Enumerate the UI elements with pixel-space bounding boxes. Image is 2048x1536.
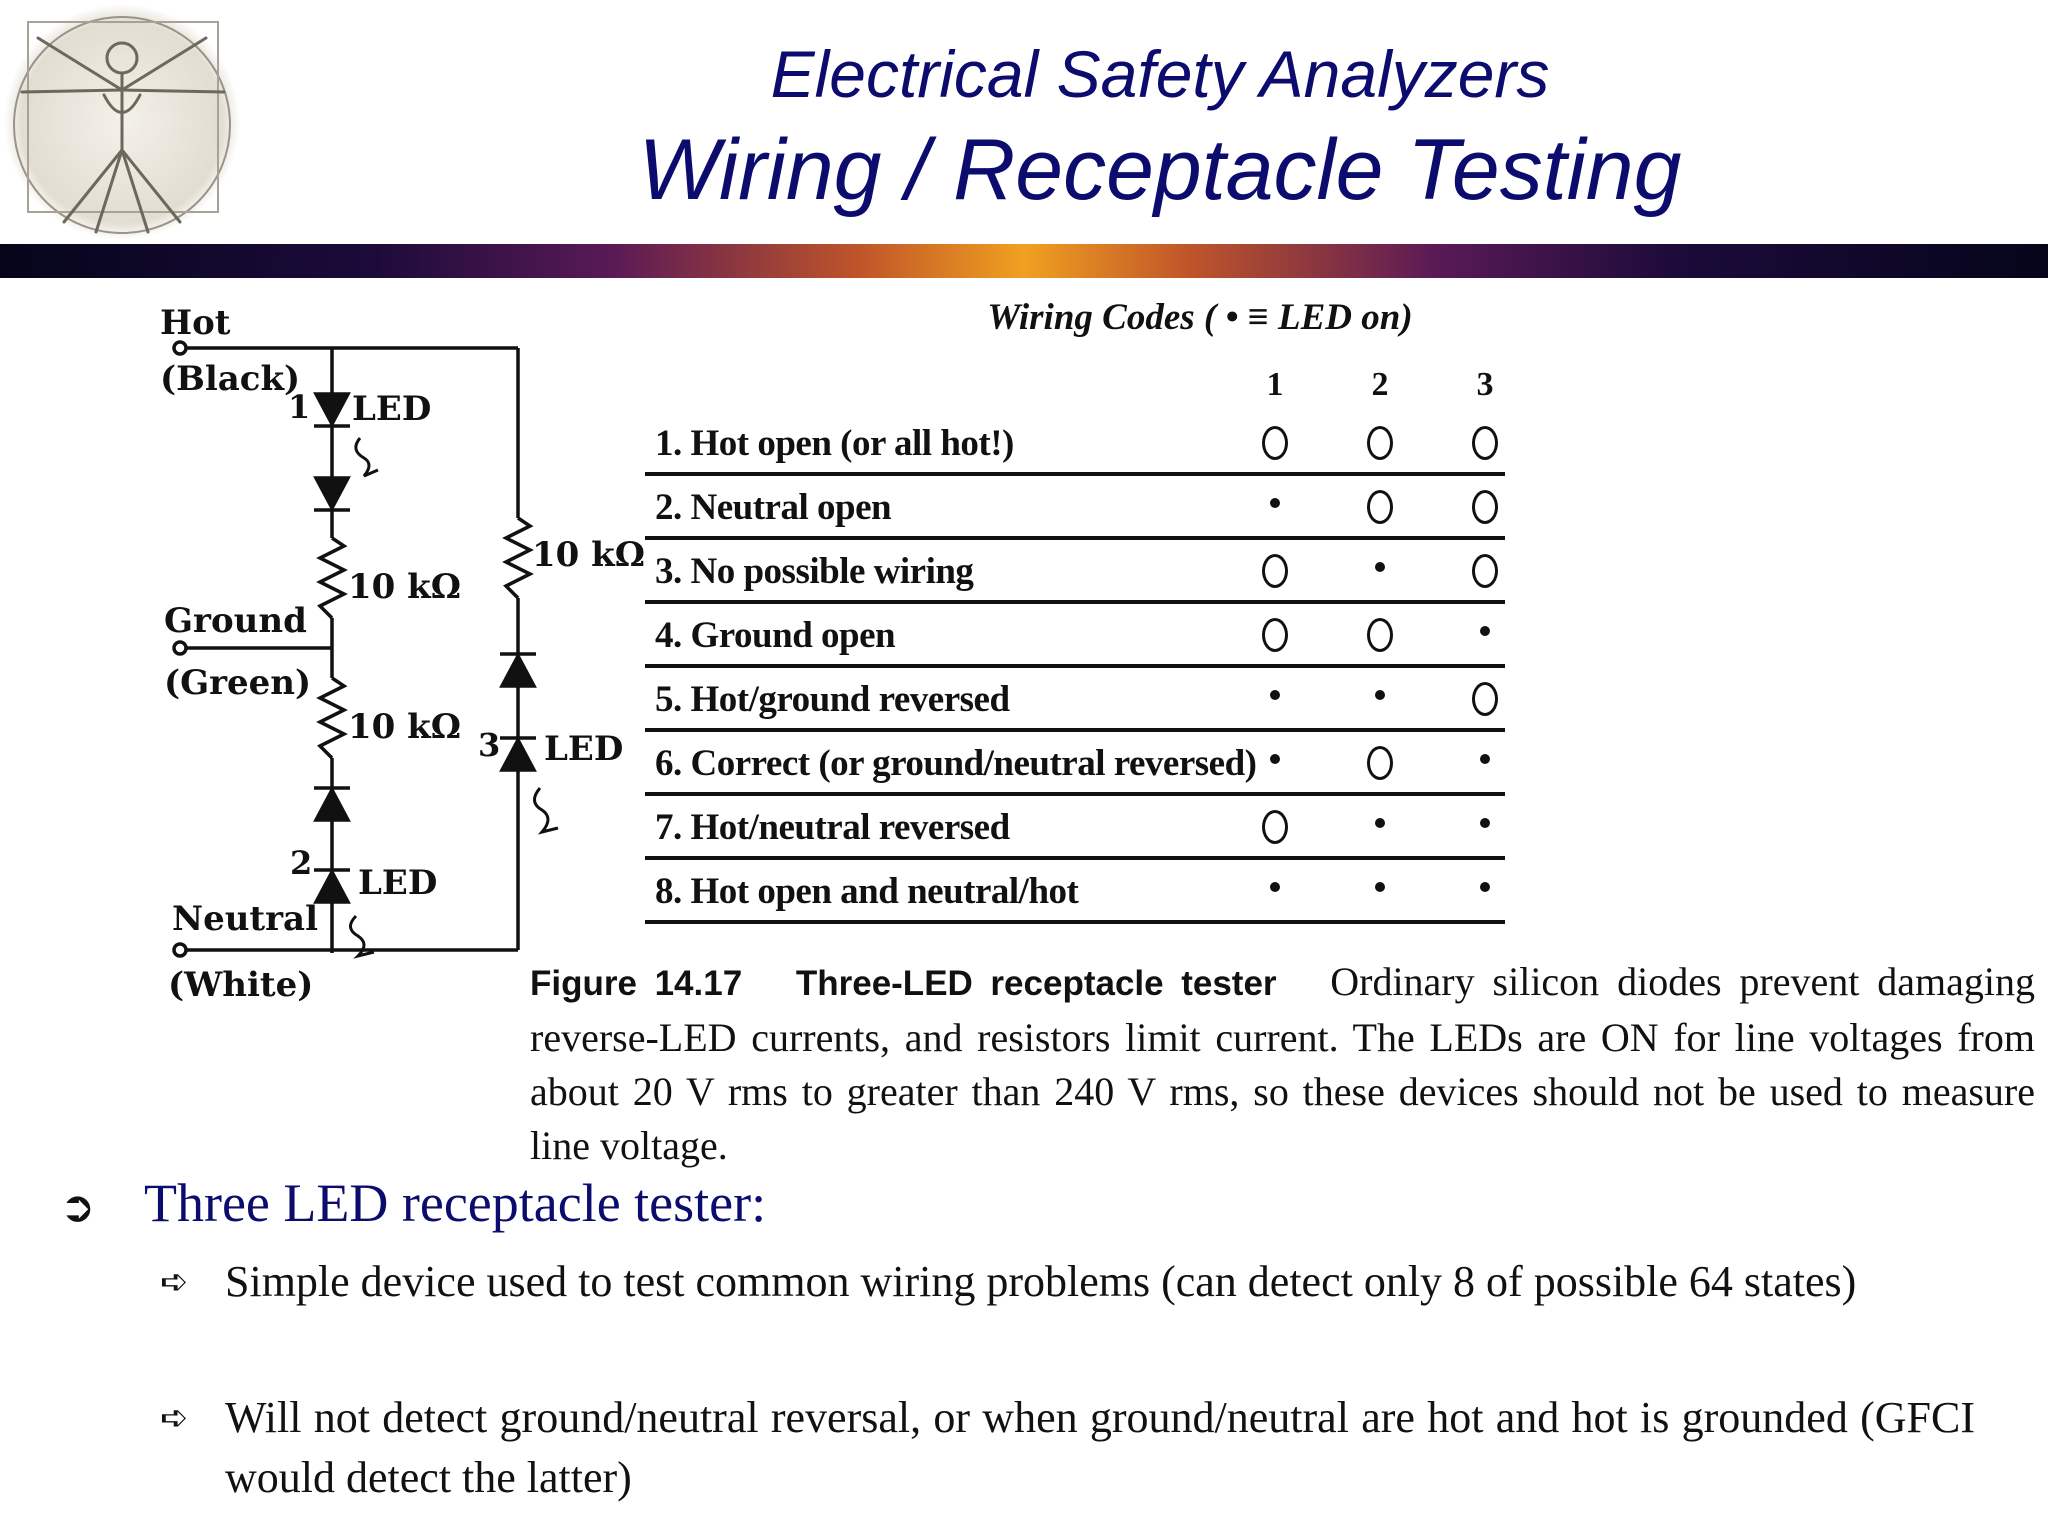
table-row — [645, 794, 1505, 860]
led-off-mark — [1472, 426, 1498, 460]
figure-caption — [530, 955, 2035, 1173]
arrow-bullet-icon: ➲ — [60, 1182, 96, 1231]
led1-number: 1 — [288, 388, 311, 426]
row-label: 8. Hot open and neutral/hot — [655, 871, 1079, 912]
led-state-cell — [1465, 552, 1505, 592]
ground-label: Ground — [164, 601, 307, 641]
led-state-cell — [1255, 552, 1295, 592]
led-state-cell — [1255, 680, 1295, 720]
sub-bullet-1-text: Simple device used to test common wiring problems (can detect only 8 of possible 64 states) — [225, 1257, 1857, 1306]
led-on-mark — [1270, 690, 1280, 700]
title-line-2: Wiring / Receptacle Testing — [638, 122, 1682, 218]
hollow-arrow-icon: ➪ — [160, 1262, 189, 1302]
row-label: 3. No possible wiring — [655, 551, 974, 592]
title-gradient-bar — [0, 244, 2048, 278]
led-state-cell — [1465, 744, 1505, 784]
led-state-cell — [1360, 616, 1400, 656]
led-state-cell — [1465, 680, 1505, 720]
led-off-mark — [1367, 746, 1393, 780]
tester-circuit-diagram — [150, 290, 650, 1030]
led-on-mark — [1375, 818, 1385, 828]
hot-label: Hot — [160, 303, 231, 343]
led-on-mark — [1270, 754, 1280, 764]
hollow-arrow-icon: ➪ — [160, 1398, 189, 1438]
led-off-mark — [1262, 426, 1288, 460]
row-label: 4. Ground open — [655, 615, 896, 656]
led-on-mark — [1480, 754, 1490, 764]
led1-label: LED — [352, 389, 432, 429]
led-state-cell — [1255, 488, 1295, 528]
led2-label: LED — [358, 863, 438, 903]
led-state-cell — [1255, 616, 1295, 656]
led-state-cell — [1465, 808, 1505, 848]
figure-caption-text: Ordinary silicon diodes prevent damaging reverse-LED currents, and resistors limit current. The LEDs are ON for line voltages from about 20 V rms to greater than 240 V rms, so these devices should not be used to measure line voltage. — [530, 959, 2035, 1168]
resistor-label-1: 10 kΩ — [348, 567, 461, 607]
row-label: 2. Neutral open — [655, 487, 892, 528]
slide-title — [560, 30, 1760, 222]
bullet-main-text: Three LED receptacle tester: — [144, 1173, 767, 1233]
led-on-mark — [1375, 882, 1385, 892]
resistor-label-3: 10 kΩ — [532, 535, 645, 575]
vitruvian-logo — [0, 0, 250, 245]
led-off-mark — [1367, 618, 1393, 652]
led-state-cell — [1465, 616, 1505, 656]
led-state-cell — [1360, 552, 1400, 592]
table-row — [645, 602, 1505, 668]
column-header-1: 1 — [1266, 366, 1284, 403]
resistor-label-2: 10 kΩ — [348, 707, 461, 747]
led-on-mark — [1270, 882, 1280, 892]
column-header-2: 2 — [1371, 366, 1389, 403]
led-state-cell — [1465, 488, 1505, 528]
led3-label: LED — [544, 729, 624, 769]
led-state-cell — [1465, 872, 1505, 912]
led-state-cell — [1360, 808, 1400, 848]
row-label: 7. Hot/neutral reversed — [655, 807, 1010, 848]
led-on-mark — [1375, 562, 1385, 572]
led-off-mark — [1472, 490, 1498, 524]
led-state-cell — [1360, 680, 1400, 720]
bullet-main — [60, 1172, 766, 1234]
led-state-cell — [1360, 488, 1400, 528]
led-state-cell — [1255, 872, 1295, 912]
figure-title: Three-LED receptacle tester — [795, 964, 1277, 1003]
led-state-cell — [1360, 424, 1400, 464]
figure-number: Figure 14.17 — [530, 964, 743, 1003]
neutral-label: Neutral — [172, 899, 318, 939]
led-on-mark — [1480, 626, 1490, 636]
led-off-mark — [1367, 490, 1393, 524]
led-state-cell — [1360, 872, 1400, 912]
sub-bullet-2-text: Will not detect ground/neutral reversal, or when ground/neutral are hot and hot is grounded (GFCI would detect the latter) — [225, 1393, 1975, 1502]
table-row — [645, 410, 1505, 476]
led-state-cell — [1255, 808, 1295, 848]
led-on-mark — [1480, 882, 1490, 892]
title-line-1: Electrical Safety Analyzers — [770, 37, 1550, 111]
wiring-codes-title: Wiring Codes ( • ≡ LED on) — [987, 297, 1413, 338]
led-off-mark — [1262, 810, 1288, 844]
table-row — [645, 858, 1505, 924]
led-off-mark — [1472, 682, 1498, 716]
neutral-color-label: (White) — [168, 965, 314, 1005]
row-label: 5. Hot/ground reversed — [655, 679, 1010, 720]
led-state-cell — [1465, 424, 1505, 464]
sub-bullet-2 — [160, 1388, 1975, 1508]
column-header-3: 3 — [1476, 366, 1494, 403]
led-state-cell — [1255, 424, 1295, 464]
led-state-cell — [1360, 744, 1400, 784]
row-label: 1. Hot open (or all hot!) — [655, 423, 1014, 464]
led-on-mark — [1375, 690, 1385, 700]
table-row — [645, 538, 1505, 604]
led-state-cell — [1255, 744, 1295, 784]
sub-bullet-1 — [160, 1252, 1975, 1312]
row-label: 6. Correct (or ground/neutral reversed) — [655, 743, 1257, 784]
led-off-mark — [1262, 618, 1288, 652]
table-row — [645, 730, 1505, 796]
hot-color-label: (Black) — [160, 359, 301, 399]
led2-number: 2 — [290, 844, 313, 882]
led-off-mark — [1472, 554, 1498, 588]
ground-color-label: (Green) — [164, 663, 312, 703]
led3-number: 3 — [478, 726, 501, 764]
led-on-mark — [1480, 818, 1490, 828]
table-row — [645, 666, 1505, 732]
led-off-mark — [1262, 554, 1288, 588]
led-on-mark — [1270, 498, 1280, 508]
led-off-mark — [1367, 426, 1393, 460]
table-row — [645, 474, 1505, 540]
